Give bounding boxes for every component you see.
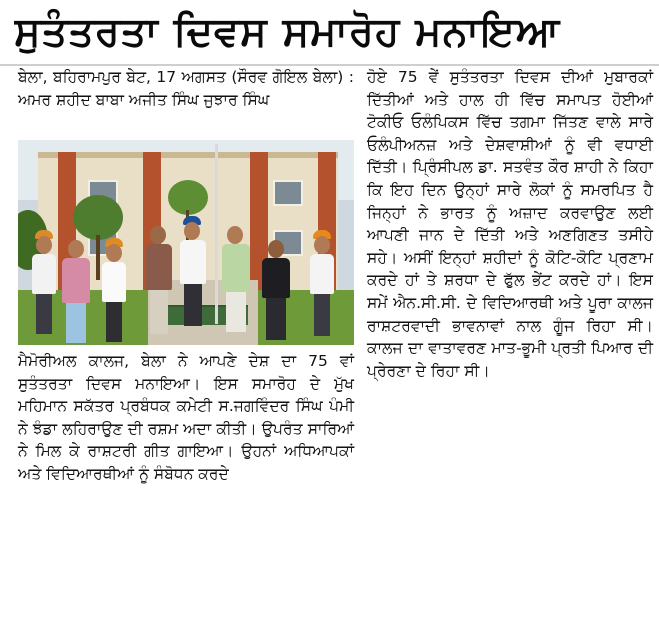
headline: ਸੁਤੰਤਰਤਾ ਦਿਵਸ ਸਮਾਰੋਹ ਮਨਾਇਆ (14, 9, 561, 55)
flag-pole (215, 144, 218, 324)
right-column (367, 66, 653, 382)
event-photo (18, 140, 354, 345)
left-column-body (18, 350, 354, 486)
building-roofline (38, 152, 338, 158)
article-text-continued: ਹੋਏ 75 ਵੇਂ ਸੁਤੰਤਰਤਾ ਦਿਵਸ ਦੀਆਂ ਮੁਬਾਰਕਾਂ ਦਿੱਤੀਆਂ ਅਤੇ ਹਾਲ ਹੀ ਵਿੱਚ ਸਮਾਪਤ ਹੋਈਆਂ ਟੋਕੀਓ ਓਲੰਪਿਕਸ ਵਿੱਚ ਤਗਮਾ ਜਿੱਤਣ ਵਾਲੇ ਸਾਰੇ ਓਲੰਪੀਅਨਜ਼ ਅਤੇ ਦੇਸ਼ਵਾਸ਼ੀਆਂ ਨੂੰ ਵੀ ਵਧਾਈ ਦਿੱਤੀ। ਪ੍ਰਿੰਸੀਪਲ ਡਾ. ਸਤਵੰਤ ਕੌਰ ਸ਼ਾਹੀ ਨੇ ਕਿਹਾ ਕਿ ਇਹ ਦਿਨ ਉਨ੍ਹਾਂ ਸਾਰੇ ਲੋਕਾਂ ਨੂੰ ਸਮਰਪਿਤ ਹੈ ਜਿਨ੍ਹਾਂ ਨੇ ਭਾਰਤ ਨੂੰ ਅਜ਼ਾਦ ਕਰਵਾਉਣ ਲਈ ਆਪਣੀ ਜਾਨ ਦੇ ਦਿੱਤੀ ਅਤੇ ਅਣਗਿਣਤ ਤਸੀਹੇ ਸਹੇ। ਅਸੀਂ ਇਨ੍ਹਾਂ ਸ਼ਹੀਦਾਂ ਨੂੰ ਕੋਟਿ-ਕੋਟਿ ਪ੍ਰਣਾਮ ਕਰਦੇ ਹਾਂ ਤੇ ਸ਼ਰਧਾ ਦੇ ਫੁੱਲ ਭੇਂਟ ਕਰਦੇ ਹਾਂ। ਇਸ ਸਮੇਂ ਐਨ.ਸੀ.ਸੀ. ਦੇ ਵਿਦਿਆਰਥੀ ਅਤੇ ਪੂਰਾ ਕਾਲਜ ਰਾਸ਼ਟਰਵਾਦੀ ਭਾਵਨਾਵਾਂ ਨਾਲ ਗੂੰਜ ਰਿਹਾ ਸੀ। ਕਾਲਜ ਦਾ ਵਾਤਾਵਰਣ ਮਾਤ-ਭੂਮੀ ਪ੍ਰਤੀ ਪਿਆਰ ਦੀ ਪ੍ਰੇਰਣਾ ਦੇ ਰਿਹਾ ਸੀ। (367, 68, 653, 380)
article-text-body: ਮੈਮੋਰੀਅਲ ਕਾਲਜ, ਬੇਲਾ ਨੇ ਆਪਣੇ ਦੇਸ਼ ਦਾ 75 ਵਾਂ ਸੁਤੰਤਰਤਾ ਦਿਵਸ ਮਨਾਇਆ। ਇਸ ਸਮਾਰੋਹ ਦੇ ਮੁੱਖ ਮਹਿਮਾਨ ਸਕੱਤਰ ਪ੍ਰਬੰਧਕ ਕਮੇਟੀ ਸ.ਜਗਵਿੰਦਰ ਸਿੰਘ ਪੰਮੀ ਨੇ ਝੰਡਾ ਲਹਿਰਾਉਣ ਦੀ ਰਸ਼ਮ ਅਦਾ ਕੀਤੀ। ਉਪਰੰਤ ਸਾਰਿਆਂ ਨੇ ਮਿਲ ਕੇ ਰਾਸ਼ਟਰੀ ਗੀਤ ਗਾਇਆ। ਉਹਨਾਂ ਅਧਿਆਪਕਾਂ ਅਤੇ ਵਿਦਿਆਰਥੀਆਂ ਨੂੰ ਸੰਬੋਧਨ ਕਰਦੇ (18, 352, 354, 483)
tree (73, 195, 123, 240)
article-text-intro: ਬੇਲਾ, ਬਹਿਰਾਮਪੁਰ ਬੇਟ, 17 ਅਗਸਤ (ਸੌਰਵ ਗੋਇਲ ਬੇਲਾ) : ਅਮਰ ਸ਼ਹੀਦ ਬਾਬਾ ਅਜੀਤ ਸਿੰਘ ਜੁਝਾਰ ਸਿੰਘ (18, 68, 354, 109)
building-window (273, 180, 303, 206)
left-column-intro (18, 66, 354, 111)
tree-trunk (96, 235, 100, 280)
